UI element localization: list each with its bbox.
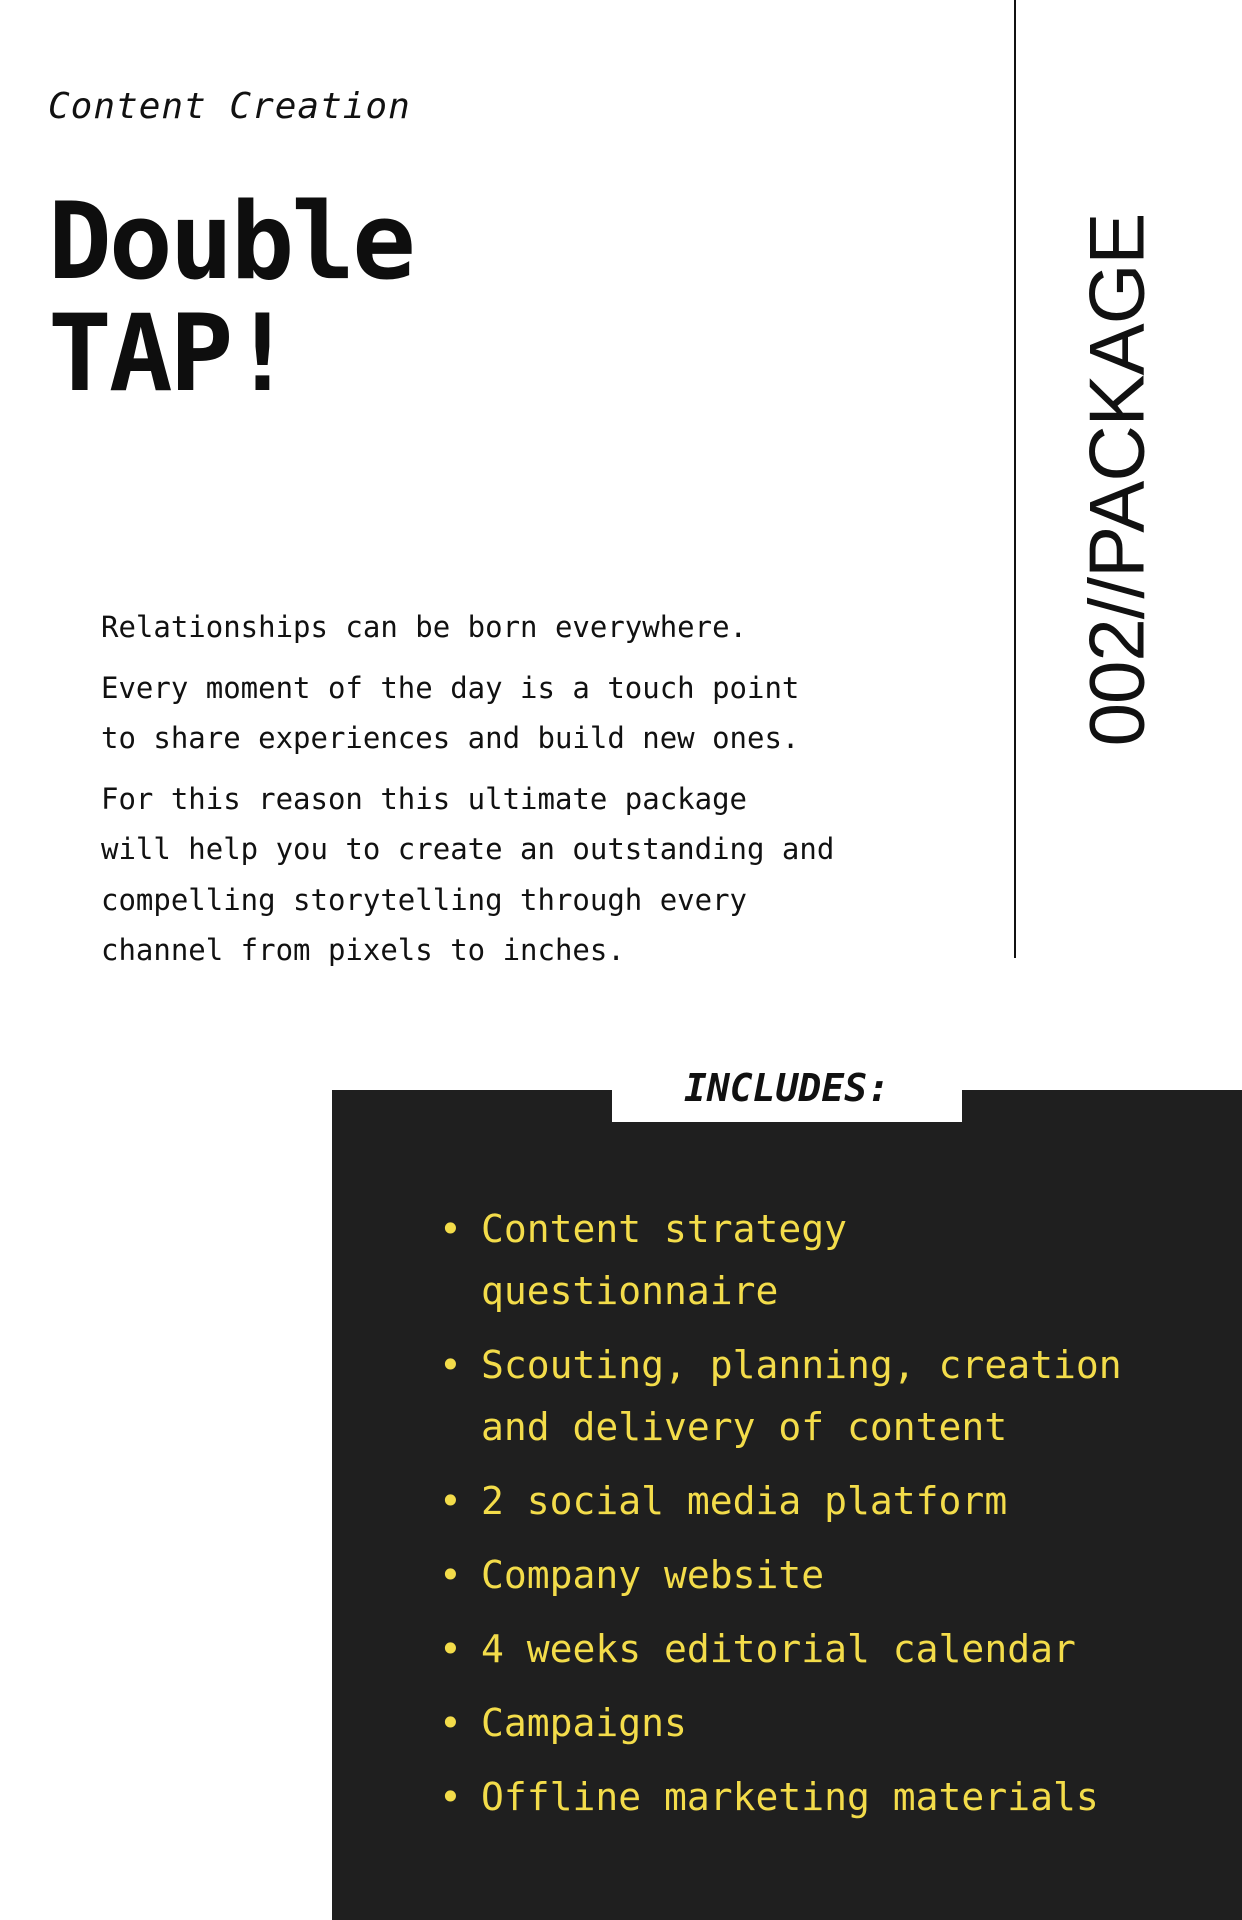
category-label: Content Creation: [48, 86, 411, 127]
bullet-icon: •: [439, 1479, 462, 1523]
includes-heading-tab: [612, 1062, 962, 1122]
bullet-icon: •: [439, 1343, 462, 1387]
includes-item-text: Content strategy questionnaire: [481, 1207, 848, 1313]
vertical-divider: [1014, 0, 1016, 958]
intro-paragraph-3: For this reason this ultimate package will help you to create an outstanding and compelling storytelling through every channel from pixels to inches.: [101, 781, 835, 967]
bullet-icon: •: [439, 1207, 462, 1251]
includes-item: [435, 1198, 1155, 1322]
includes-item: [435, 1544, 1155, 1606]
intro-paragraph-2: Every moment of the day is a touch point to share experiences and build new ones.: [101, 670, 800, 755]
includes-item: [435, 1334, 1155, 1458]
includes-heading: INCLUDES:: [684, 1066, 890, 1110]
bullet-icon: •: [439, 1701, 462, 1745]
includes-item-text: 2 social media platform: [481, 1479, 1008, 1523]
includes-item: [435, 1470, 1155, 1532]
title-line-2: TAP!: [48, 292, 292, 415]
bullet-icon: •: [439, 1775, 462, 1819]
package-title: [48, 180, 413, 415]
bullet-icon: •: [439, 1553, 462, 1597]
package-number-label: 002//PACKAGE: [1072, 213, 1161, 747]
includes-item: [435, 1766, 1155, 1828]
includes-list: [435, 1198, 1155, 1840]
intro-text: [101, 602, 921, 986]
includes-item-text: Offline marketing materials: [481, 1775, 1099, 1819]
bullet-icon: •: [439, 1627, 462, 1671]
includes-item: [435, 1618, 1155, 1680]
includes-item-text: Scouting, planning, creation and delivery of content: [481, 1343, 1122, 1449]
includes-item-text: Campaigns: [481, 1701, 687, 1745]
includes-item: [435, 1692, 1155, 1754]
includes-item-text: Company website: [481, 1553, 825, 1597]
title-line-1: Double: [48, 180, 413, 303]
intro-paragraph-1: Relationships can be born everywhere.: [101, 610, 748, 644]
includes-item-text: 4 weeks editorial calendar: [481, 1627, 1076, 1671]
